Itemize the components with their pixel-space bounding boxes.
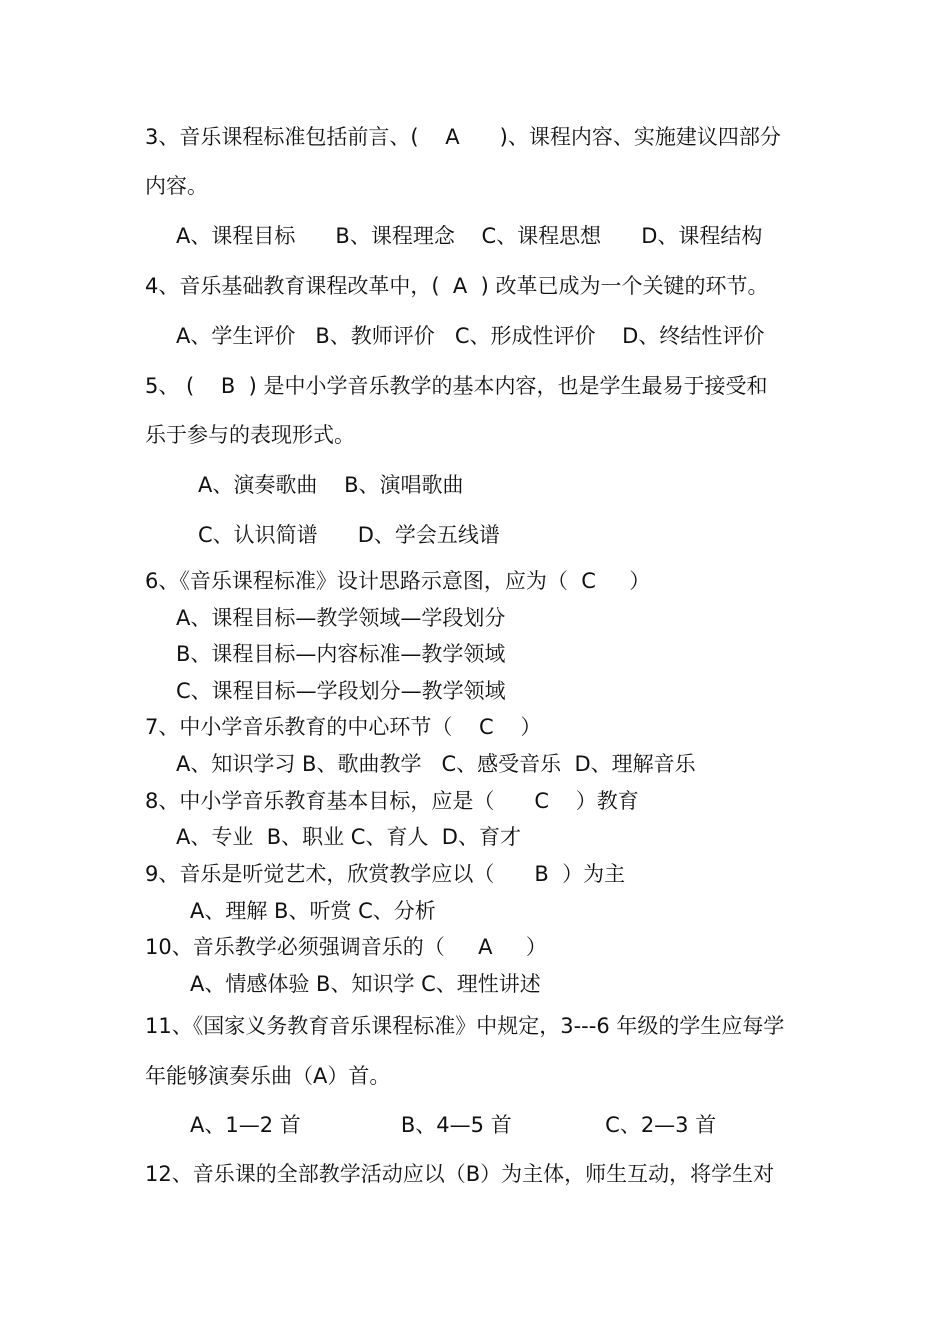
q11-stem-line1: 11、《国家义务教育音乐课程标准》中规定，3---6 年级的学生应每学 [145, 1014, 785, 1038]
q6-option-b: B、课程目标—内容标准—教学领域 [176, 642, 506, 666]
q3-stem-line2: 内容。 [145, 174, 208, 198]
q3-options: A、课程目标 B、课程理念 C、课程思想 D、课程结构 [176, 224, 763, 248]
q9-stem: 9、音乐是听觉艺术，欣赏教学应以（ B ）为主 [145, 862, 626, 886]
q3-stem-line1: 3、音乐课程标准包括前言、( A )、课程内容、实施建议四部分 [145, 125, 781, 149]
q6-option-a: A、课程目标—教学领域—学段划分 [176, 606, 506, 630]
q10-options: A、情感体验 B、知识学 C、理性讲述 [190, 972, 541, 996]
q7-stem: 7、中小学音乐教育的中心环节（ C ） [145, 715, 542, 739]
q4-options: A、学生评价 B、教师评价 C、形成性评价 D、终结性评价 [176, 324, 765, 348]
q5-stem-line2: 乐于参与的表现形式。 [145, 423, 355, 447]
q11-stem-line2: 年能够演奏乐曲（A）首。 [145, 1064, 391, 1088]
q12-stem-line1: 12、音乐课的全部教学活动应以（B）为主体，师生互动，将学生对 [145, 1162, 775, 1186]
q5-options-cd: C、认识简谱 D、学会五线谱 [198, 523, 500, 547]
q5-stem-line1: 5、 ( B ) 是中小学音乐教学的基本内容，也是学生最易于接受和 [145, 374, 768, 398]
q11-options: A、1—2 首 B、4—5 首 C、2—3 首 [190, 1113, 717, 1137]
q5-options-ab: A、演奏歌曲 B、演唱歌曲 [198, 473, 464, 497]
q6-stem: 6、《音乐课程标准》设计思路示意图，应为（ C ） [145, 569, 651, 593]
q7-options: A、知识学习 B、歌曲教学 C、感受音乐 D、理解音乐 [176, 752, 696, 776]
q8-options: A、专业 B、职业 C、育人 D、育才 [176, 825, 521, 849]
q8-stem: 8、中小学音乐教育基本目标，应是（ C ）教育 [145, 789, 639, 813]
q4-stem: 4、音乐基础教育课程改革中，( A ) 改革已成为一个关键的环节。 [145, 274, 769, 298]
q10-stem: 10、音乐教学必须强调音乐的（ A ） [145, 935, 547, 959]
q6-option-c: C、课程目标—学段划分—教学领域 [176, 679, 506, 703]
q9-options: A、理解 B、听赏 C、分析 [190, 899, 436, 923]
